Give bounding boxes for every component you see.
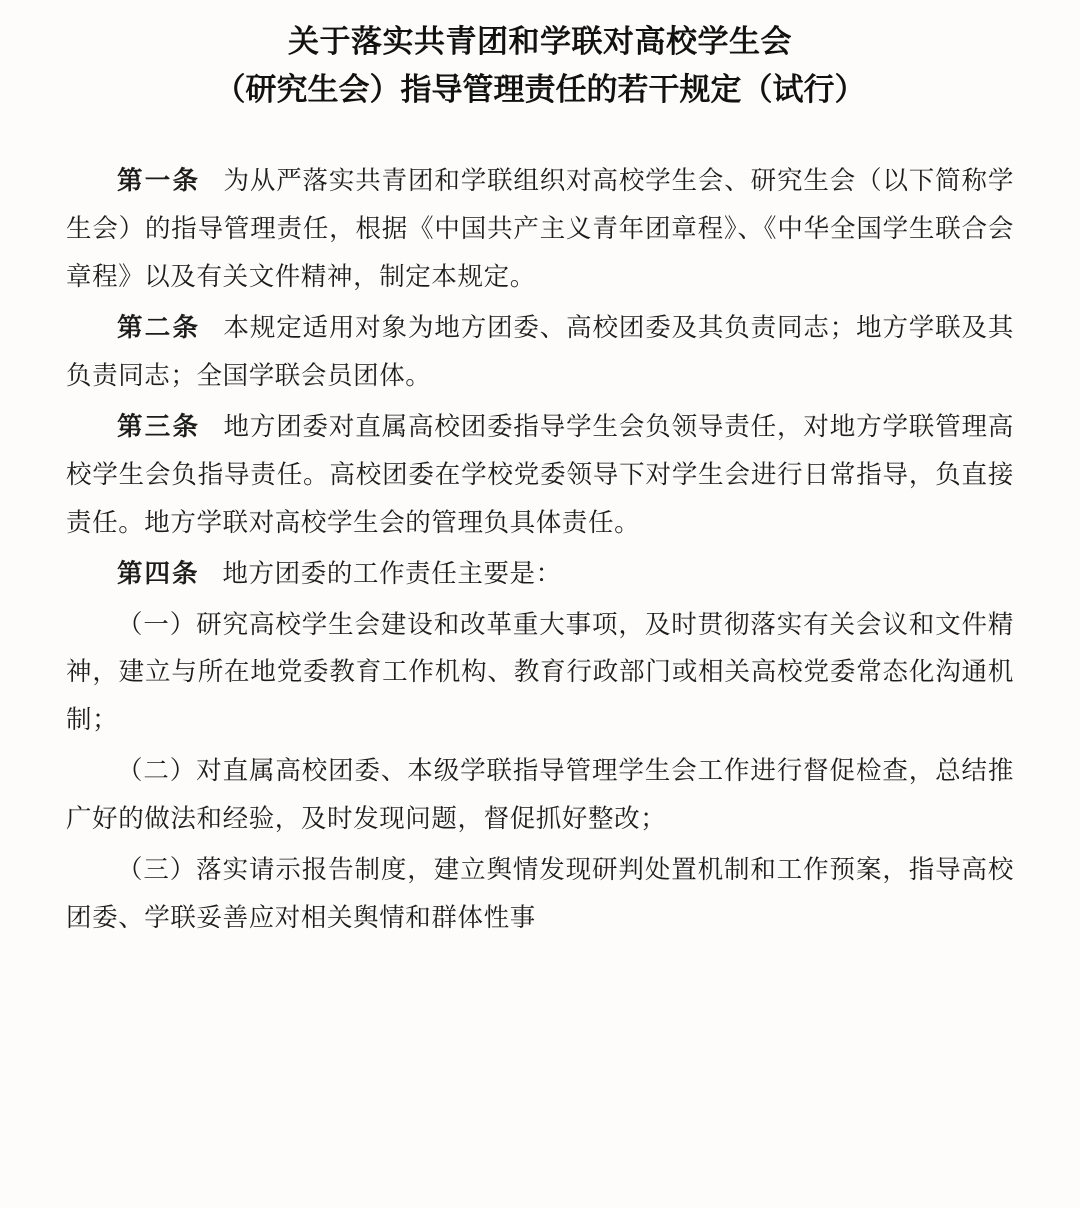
article-paragraph-3 (66, 404, 1014, 548)
article-paragraph-4 (66, 551, 1014, 599)
article-item-2 (66, 748, 1014, 844)
article-label-2: 第二条 (117, 312, 201, 343)
article-label-3: 第三条 (117, 411, 201, 442)
article-text-3: 地方团委对直属高校团委指导学生会负领导责任，对地方学联管理高校学生会负指导责任。高校团委在学校党委领导下对学生会进行日常指导，负直接责任。地方学联对高校学生会的管理负具体责任。 (66, 411, 1014, 538)
article-paragraph-1 (66, 158, 1014, 302)
article-item-text-1: （一）研究高校学生会建设和改革重大事项，及时贯彻落实有关会议和文件精神，建立与所在地党委教育工作机构、教育行政部门或相关高校党委常态化沟通机制； (66, 609, 1014, 736)
article-item-3 (66, 847, 1014, 943)
title-line-1: 关于落实共青团和学联对高校学生会 (288, 24, 792, 60)
article-item-1 (66, 602, 1014, 746)
article-label-1: 第一条 (117, 166, 201, 197)
article-text-4: 地方团委的工作责任主要是： (222, 558, 562, 589)
title-line-2: （研究生会）指导管理责任的若干规定（试行） (214, 72, 866, 109)
article-text-1: 为从严落实共青团和学联组织对高校学生会、研究生会（以下简称学生会）的指导管理责任，根据《中国共产主义青年团章程》、《中华全国学生联合会章程》以及有关文件精神，制定本规定。 (66, 166, 1014, 292)
article-text-2: 本规定适用对象为地方团委、高校团委及其负责同志；地方学联及其负责同志；全国学联会员团体。 (66, 312, 1014, 391)
page-title (0, 0, 1080, 114)
article-item-text-2: （二）对直属高校团委、本级学联指导管理学生会工作进行督促检查，总结推广好的做法和经验，及时发现问题，督促抓好整改； (66, 756, 1014, 835)
article-label-4: 第四条 (117, 558, 200, 589)
article-item-text-3: （三）落实请示报告制度，建立舆情发现研判处置机制和工作预案，指导高校团委、学联妥善应对相关舆情和群体性事 (66, 855, 1014, 934)
document-body (0, 114, 1080, 943)
article-paragraph-2 (66, 305, 1014, 401)
